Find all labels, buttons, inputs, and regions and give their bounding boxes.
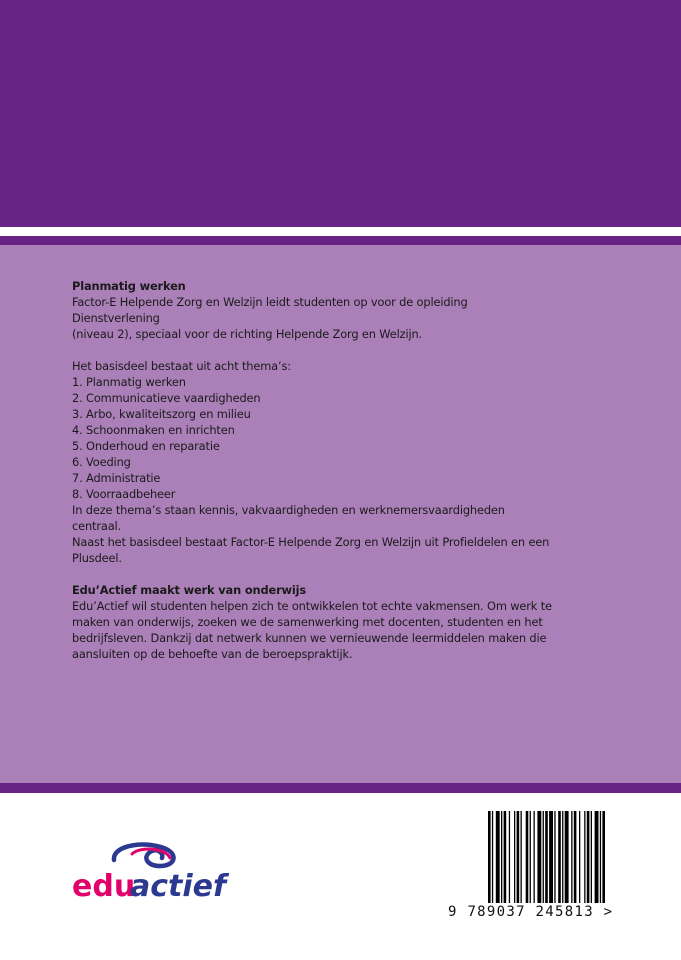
section-heading-planmatig: Planmatig werken	[72, 279, 186, 293]
barcode-bar	[504, 811, 507, 903]
body-line: Edu’Actief wil studenten helpen zich te ontwikkelen tot echte vakmensen. Om werk te	[72, 599, 552, 613]
barcode-bar	[509, 811, 510, 903]
intro-line: Factor-E Helpende Zorg en Welzijn leidt studenten op voor de opleiding Dienstverlening	[72, 295, 468, 325]
barcode-bar	[496, 811, 500, 903]
barcode-bar	[565, 811, 569, 903]
barcode-bar	[514, 811, 515, 903]
barcode-bar	[579, 811, 580, 903]
theme-item: 4. Schoonmaken en inrichten	[72, 423, 235, 437]
isbn-digits: 9 789037 245813	[448, 904, 594, 920]
themes-list	[72, 374, 552, 502]
theme-item: 5. Onderhoud en reparatie	[72, 439, 220, 453]
barcode-number	[448, 904, 648, 920]
barcode-bar	[595, 811, 599, 903]
outro-line: In deze thema’s staan kennis, vakvaardigheden en werknemersvaardigheden centraal.	[72, 503, 505, 533]
barcode-bar	[545, 811, 548, 903]
barcode-bar	[602, 811, 605, 903]
barcode-bar	[488, 811, 491, 903]
barcode-bar	[558, 811, 561, 903]
barcode-bar	[534, 811, 535, 903]
body-line: aansluiten op de behoefte van de beroepspraktijk.	[72, 647, 353, 661]
theme-item: 8. Voorraadbeheer	[72, 487, 176, 501]
body-line: bedrijfsleven. Dankzij dat netwerk kunnen we vernieuwende leermiddelen maken die	[72, 631, 547, 645]
barcode-bar	[537, 811, 541, 903]
barcode-bar	[521, 811, 522, 903]
theme-item: 1. Planmatig werken	[72, 375, 186, 389]
outro-line: Naast het basisdeel bestaat Factor-E Helpende Zorg en Welzijn uit Profieldelen en een	[72, 535, 550, 549]
panel-bottom-stripe	[0, 783, 681, 793]
logo-text-actief: actief	[130, 869, 227, 904]
barcode-bar	[543, 811, 544, 903]
purple-stripe	[0, 236, 681, 245]
logo-swirl-icon	[70, 838, 250, 908]
barcode-bar	[492, 811, 493, 903]
theme-item: 7. Administratie	[72, 471, 161, 485]
barcode-bar	[562, 811, 563, 903]
section-heading-eduactief: Edu’Actief maakt werk van onderwijs	[72, 583, 307, 597]
logo-text-edu: edu	[72, 869, 136, 904]
top-purple-band	[0, 0, 681, 227]
barcode-bar	[587, 811, 590, 903]
intro-line: (niveau 2), speciaal voor de richting Helpende Zorg en Welzijn.	[72, 327, 423, 341]
quiet-zone-arrow: >	[603, 904, 614, 920]
barcode-bar	[584, 811, 585, 903]
barcode-bar	[530, 811, 531, 903]
eduactief-logo	[70, 838, 250, 908]
barcode-bar	[600, 811, 601, 903]
back-cover-text	[72, 278, 552, 662]
theme-item: 3. Arbo, kwaliteitszorg en milieu	[72, 407, 251, 421]
barcode-bar	[574, 811, 577, 903]
theme-item: 6. Voeding	[72, 455, 131, 469]
body-line: maken van onderwijs, zoeken we de samenwerking met docenten, studenten en het	[72, 615, 543, 629]
barcode-bar	[554, 811, 555, 903]
outro-line: Plusdeel.	[72, 551, 122, 565]
barcode-bar	[526, 811, 529, 903]
barcode-bars	[486, 811, 642, 903]
barcode-bar	[501, 811, 502, 903]
barcode-bar	[517, 811, 520, 903]
theme-item: 2. Communicatieve vaardigheden	[72, 391, 261, 405]
barcode-bar	[591, 811, 592, 903]
barcode-bar	[549, 811, 553, 903]
themes-intro: Het basisdeel bestaat uit acht thema’s:	[72, 359, 291, 373]
barcode-bar	[571, 811, 572, 903]
